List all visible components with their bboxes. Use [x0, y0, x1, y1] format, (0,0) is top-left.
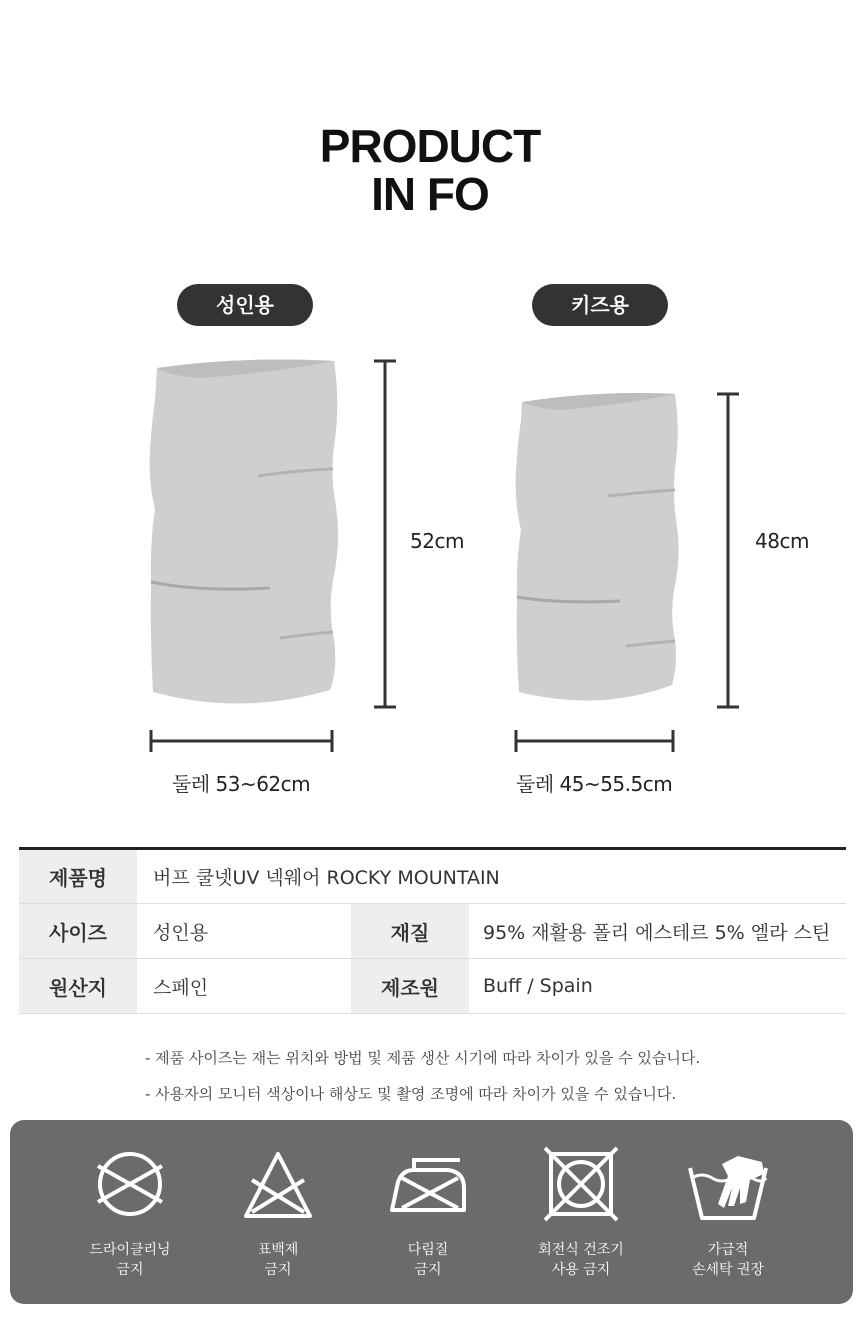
size-value: 성인용 — [137, 904, 351, 959]
size-header: 사이즈 — [19, 904, 137, 959]
title-line-2: IN FO — [371, 168, 489, 220]
adult-circumference-label: 둘레 53~62cm — [172, 772, 311, 796]
table-row — [19, 904, 846, 959]
care-label: 드라이클리닝 금지 — [89, 1242, 171, 1278]
care-label: 회전식 건조기 사용 금지 — [538, 1242, 624, 1278]
adult-neckwear-illustration — [150, 360, 339, 704]
care-label: 표백제 금지 — [257, 1242, 299, 1278]
kids-circumference-label: 둘레 45~55.5cm — [516, 772, 673, 796]
origin-header: 원산지 — [19, 959, 137, 1014]
kids-height-measure-bar — [717, 394, 739, 707]
adult-height-measure-bar — [374, 361, 396, 707]
disclaimer-notes — [145, 1040, 700, 1112]
kids-width-measure-bar — [516, 730, 673, 752]
maker-value: Buff / Spain — [469, 959, 846, 1014]
table-row — [19, 849, 846, 904]
adult-width-measure-bar — [151, 730, 332, 752]
table-row — [19, 959, 846, 1014]
note-color: - 사용자의 모니터 색상이나 해상도 및 촬영 조명에 따라 차이가 있을 수 있습니다. — [145, 1085, 677, 1103]
maker-header: 제조원 — [351, 959, 469, 1014]
care-item-no-dry-clean — [60, 1144, 200, 1280]
kids-height-label: 48cm — [755, 529, 809, 553]
care-label: 가급적 손세탁 권장 — [691, 1242, 765, 1278]
product-name-value: 버프 쿨넷UV 넥웨어 ROCKY MOUNTAIN — [137, 849, 846, 904]
no-dry-clean-icon — [90, 1144, 170, 1224]
care-label: 다림질 금지 — [407, 1242, 449, 1278]
adult-height-label: 52cm — [410, 529, 464, 553]
hand-wash-icon — [688, 1144, 768, 1224]
care-item-no-tumble-dry — [511, 1144, 651, 1280]
kids-neckwear-illustration — [516, 393, 679, 701]
material-value: 95% 재활용 폴리 에스테르 5% 엘라 스틴 — [469, 904, 846, 959]
product-name-header: 제품명 — [19, 849, 137, 904]
title-line-1: PRODUCT — [319, 120, 541, 172]
care-item-no-bleach — [208, 1144, 348, 1280]
adult-size-badge: 성인용 — [177, 284, 313, 326]
note-size: - 제품 사이즈는 재는 위치와 방법 및 제품 생산 시기에 따라 차이가 있을 수 있습니다. — [145, 1049, 701, 1067]
origin-value: 스페인 — [137, 959, 351, 1014]
no-tumble-dry-icon — [541, 1144, 621, 1224]
care-item-no-iron — [358, 1144, 498, 1280]
no-bleach-icon — [238, 1144, 318, 1224]
product-spec-table — [19, 847, 846, 1014]
kids-size-badge: 키즈용 — [532, 284, 668, 326]
material-header: 재질 — [351, 904, 469, 959]
care-item-hand-wash — [658, 1144, 798, 1280]
no-iron-icon — [388, 1144, 468, 1224]
care-instructions-panel — [10, 1120, 853, 1304]
